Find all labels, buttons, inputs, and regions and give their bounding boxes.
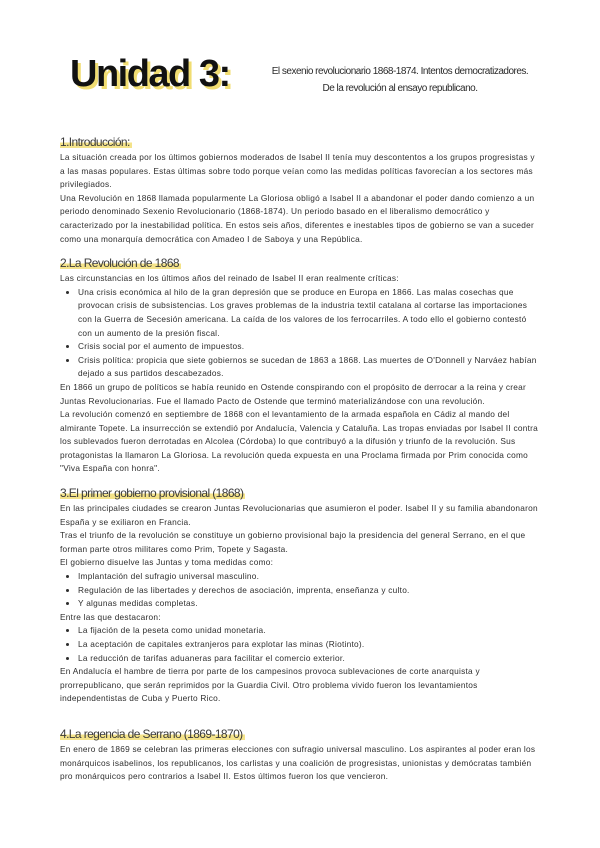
paragraph: Las circunstancias en los últimos años del reinado de Isabel II eran realmente críticas: — [60, 273, 399, 284]
paragraph: En Andalucía el hambre de tierra por parte de los campesinos provoca sublevaciones de corte anarquista y prorrepublicano, que serán reprimidos por la Guardia Civil. Otro problema vivido fueron los levantamientos independentistas de Cuba y Puerto Rico. — [60, 666, 480, 704]
paragraph: En las principales ciudades se crearon Juntas Revolucionarias que asumieron el poder. Isabel II y su familia abandonaron España y se exiliaron en Francia. — [60, 503, 538, 527]
list-item: • Y algunas medidas completas. — [78, 597, 542, 611]
page-header — [0, 0, 600, 120]
document-body — [60, 133, 542, 784]
list-item: • Crisis política: propicia que siete gobiernos se sucedan de 1863 a 1868. Las muertes de O'Donnell y Narváez habían dejado a sus partidos descabezados. — [78, 354, 542, 381]
paragraph: La revolución comenzó en septiembre de 1868 con el levantamiento de la armada española en Cádiz al mando del almirante Topete. La insurrección se extendió por Andalucía, Valencia y Cataluña. Las tropas enviadas por Isabel II contra los sublevados fueron derrotadas en Alcolea (Córdoba) lo que contribuyó a la difusión y triunfo de la revolución. Sus protagonistas la llamaron La Gloriosa. La revolución queda expuesta en una Proclama firmada por Prim conocida como "Viva España con honra". — [60, 409, 539, 474]
paragraph: Una Revolución en 1868 llamada popularmente La Gloriosa obligó a Isabel II a abandonar el poder dando comienzo a un periodo denominado Sexenio Revolucionario (1868-1874). Un periodo basado en el liberalismo democrático y caracterizado por la inestabilidad política. En estos seis años, diferentes e inestables tipos de gobierno se van a suceder como una monarquía democrática con Amadeo I de Saboya y una República. — [60, 192, 535, 244]
section-primer-gobierno-provisional — [60, 484, 542, 706]
section-heading: 1.Introducción: — [60, 135, 130, 149]
list-item: • Regulación de las libertades y derechos de asociación, imprenta, enseñanza y culto. — [78, 584, 542, 598]
list-item: • La aceptación de capitales extranjeros para explotar las minas (Riotinto). — [78, 638, 542, 652]
unit-title: Unidad 3: — [70, 53, 230, 95]
section-heading: 3.El primer gobierno provisional (1868) — [60, 486, 244, 501]
subtitle-line-2: De la revolución al ensayo republicano. — [322, 83, 478, 94]
bullet-list — [60, 624, 542, 665]
paragraph: El gobierno disuelve las Juntas y toma medidas como: — [60, 557, 274, 568]
paragraph: Tras el triunfo de la revolución se constituye un gobierno provisional bajo la presidencia del general Serrano, en el que forman parte otros militares como Prim, Topete y Sagasta. — [60, 530, 526, 554]
unit-subtitle — [250, 63, 550, 97]
paragraph: La situación creada por los últimos gobiernos moderados de Isabel II tenía muy descontentos a los grupos progresistas y a las masas populares. Estas últimas sobre todo porque veían como las medidas políticas favorecían a los sectores más privilegiados. — [60, 152, 535, 190]
list-item: • Implantación del sufragio universal masculino. — [78, 570, 542, 584]
bullet-list — [60, 570, 542, 611]
list-item: • Una crisis económica al hilo de la gran depresión que se produce en Europa en 1866. Las malas cosechas que provocan crisis de subsistencias. Los graves problemas de la industria textil catalana al cortarse las importaciones con la Guerra de Secesión americana. La caída de los valores de los ferrocarriles. A todo ello el gobierno contestó con un aumento de la presión fiscal. — [78, 286, 542, 340]
paragraph: En enero de 1869 se celebran las primeras elecciones con sufragio universal masculino. Los aspirantes al poder eran los monárquicos isabelinos, los republicanos, los carlistas y una coalición de progresistas, unionistas y demócratas también pro monárquicos pero contrarios a Isabel II. Estos últimos fueron los que vencieron. — [60, 743, 536, 782]
list-item: • La reducción de tarifas aduaneras para facilitar el comercio exterior. — [78, 652, 542, 666]
section-heading: 2.La Revolución de 1868 — [60, 256, 179, 271]
list-item: • Crisis social por el aumento de impuestos. — [78, 340, 542, 354]
section-heading: 4.La regencia de Serrano (1869-1870) — [60, 726, 243, 741]
list-item: • La fijación de la peseta como unidad monetaria. — [78, 624, 542, 638]
subtitle-line-1: El sexenio revolucionario 1868-1874. Intentos democratizadores. — [271, 66, 529, 77]
bullet-list — [60, 286, 542, 381]
section-revolucion-1868 — [60, 254, 542, 476]
section-introduccion — [60, 133, 542, 246]
section-regencia-serrano — [60, 725, 542, 784]
paragraph: En 1866 un grupo de políticos se había reunido en Ostende conspirando con el propósito de derrocar a la reina y crear Juntas Revolucionarias. Fue el llamado Pacto de Ostende que terminó materializándose con una revolución. — [60, 381, 527, 406]
paragraph: Entre las que destacaron: — [60, 611, 161, 622]
